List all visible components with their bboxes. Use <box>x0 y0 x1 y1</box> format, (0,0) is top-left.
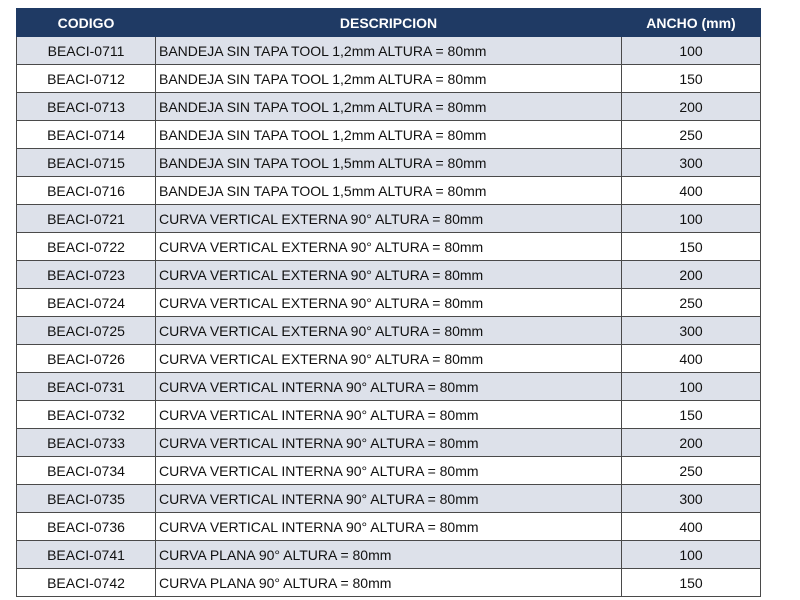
cell-width: 150 <box>622 401 761 429</box>
table-row <box>17 289 761 317</box>
table-row <box>17 317 761 345</box>
table-row <box>17 401 761 429</box>
cell-code: BEACI-0735 <box>17 485 156 513</box>
cell-width: 400 <box>622 345 761 373</box>
cell-code: BEACI-0733 <box>17 429 156 457</box>
cell-code: BEACI-0725 <box>17 317 156 345</box>
cell-code: BEACI-0715 <box>17 149 156 177</box>
table-row <box>17 513 761 541</box>
column-header-code: CODIGO <box>17 9 156 37</box>
cell-width: 300 <box>622 485 761 513</box>
cell-code: BEACI-0742 <box>17 569 156 597</box>
cell-description: CURVA VERTICAL EXTERNA 90° ALTURA = 80mm <box>156 289 622 317</box>
cell-description: BANDEJA SIN TAPA TOOL 1,2mm ALTURA = 80mm <box>156 121 622 149</box>
cell-description: CURVA VERTICAL EXTERNA 90° ALTURA = 80mm <box>156 233 622 261</box>
cell-width: 300 <box>622 149 761 177</box>
cell-width: 400 <box>622 513 761 541</box>
table-row <box>17 261 761 289</box>
cell-width: 300 <box>622 317 761 345</box>
cell-code: BEACI-0731 <box>17 373 156 401</box>
table-row <box>17 233 761 261</box>
table-row <box>17 373 761 401</box>
cell-description: CURVA VERTICAL INTERNA 90° ALTURA = 80mm <box>156 373 622 401</box>
table-row <box>17 65 761 93</box>
cell-width: 150 <box>622 65 761 93</box>
cell-code: BEACI-0732 <box>17 401 156 429</box>
cell-description: CURVA VERTICAL EXTERNA 90° ALTURA = 80mm <box>156 345 622 373</box>
cell-description: CURVA VERTICAL EXTERNA 90° ALTURA = 80mm <box>156 261 622 289</box>
cell-code: BEACI-0741 <box>17 541 156 569</box>
table-row <box>17 457 761 485</box>
cell-code: BEACI-0724 <box>17 289 156 317</box>
cell-width: 400 <box>622 177 761 205</box>
cell-code: BEACI-0714 <box>17 121 156 149</box>
table-row <box>17 177 761 205</box>
cell-width: 100 <box>622 37 761 65</box>
cell-code: BEACI-0722 <box>17 233 156 261</box>
cell-width: 250 <box>622 121 761 149</box>
cell-description: BANDEJA SIN TAPA TOOL 1,2mm ALTURA = 80mm <box>156 65 622 93</box>
cell-width: 100 <box>622 541 761 569</box>
cell-code: BEACI-0736 <box>17 513 156 541</box>
cell-width: 200 <box>622 261 761 289</box>
table-row <box>17 93 761 121</box>
cell-description: CURVA PLANA 90° ALTURA = 80mm <box>156 541 622 569</box>
cell-width: 150 <box>622 569 761 597</box>
table-row <box>17 205 761 233</box>
header-row <box>17 9 761 37</box>
cell-description: BANDEJA SIN TAPA TOOL 1,2mm ALTURA = 80mm <box>156 37 622 65</box>
cell-description: CURVA VERTICAL INTERNA 90° ALTURA = 80mm <box>156 513 622 541</box>
table-body <box>17 37 761 597</box>
cell-code: BEACI-0726 <box>17 345 156 373</box>
cell-description: BANDEJA SIN TAPA TOOL 1,5mm ALTURA = 80mm <box>156 177 622 205</box>
cell-description: CURVA VERTICAL INTERNA 90° ALTURA = 80mm <box>156 429 622 457</box>
table-row <box>17 37 761 65</box>
cell-code: BEACI-0711 <box>17 37 156 65</box>
product-table <box>16 8 761 597</box>
cell-code: BEACI-0712 <box>17 65 156 93</box>
cell-width: 200 <box>622 93 761 121</box>
cell-width: 200 <box>622 429 761 457</box>
cell-description: CURVA VERTICAL EXTERNA 90° ALTURA = 80mm <box>156 317 622 345</box>
column-header-width: ANCHO (mm) <box>622 9 761 37</box>
cell-code: BEACI-0716 <box>17 177 156 205</box>
table-row <box>17 569 761 597</box>
table-row <box>17 149 761 177</box>
table-row <box>17 485 761 513</box>
cell-code: BEACI-0723 <box>17 261 156 289</box>
cell-description: BANDEJA SIN TAPA TOOL 1,5mm ALTURA = 80mm <box>156 149 622 177</box>
cell-description: CURVA VERTICAL INTERNA 90° ALTURA = 80mm <box>156 485 622 513</box>
table-row <box>17 429 761 457</box>
cell-code: BEACI-0721 <box>17 205 156 233</box>
cell-code: BEACI-0734 <box>17 457 156 485</box>
cell-width: 100 <box>622 205 761 233</box>
cell-description: CURVA VERTICAL INTERNA 90° ALTURA = 80mm <box>156 401 622 429</box>
table-row <box>17 541 761 569</box>
column-header-description: DESCRIPCION <box>156 9 622 37</box>
cell-description: CURVA VERTICAL EXTERNA 90° ALTURA = 80mm <box>156 205 622 233</box>
cell-description: BANDEJA SIN TAPA TOOL 1,2mm ALTURA = 80mm <box>156 93 622 121</box>
cell-width: 100 <box>622 373 761 401</box>
cell-code: BEACI-0713 <box>17 93 156 121</box>
cell-width: 150 <box>622 233 761 261</box>
cell-width: 250 <box>622 289 761 317</box>
cell-description: CURVA VERTICAL INTERNA 90° ALTURA = 80mm <box>156 457 622 485</box>
table-row <box>17 345 761 373</box>
table-header <box>17 9 761 37</box>
table-row <box>17 121 761 149</box>
cell-description: CURVA PLANA 90° ALTURA = 80mm <box>156 569 622 597</box>
cell-width: 250 <box>622 457 761 485</box>
